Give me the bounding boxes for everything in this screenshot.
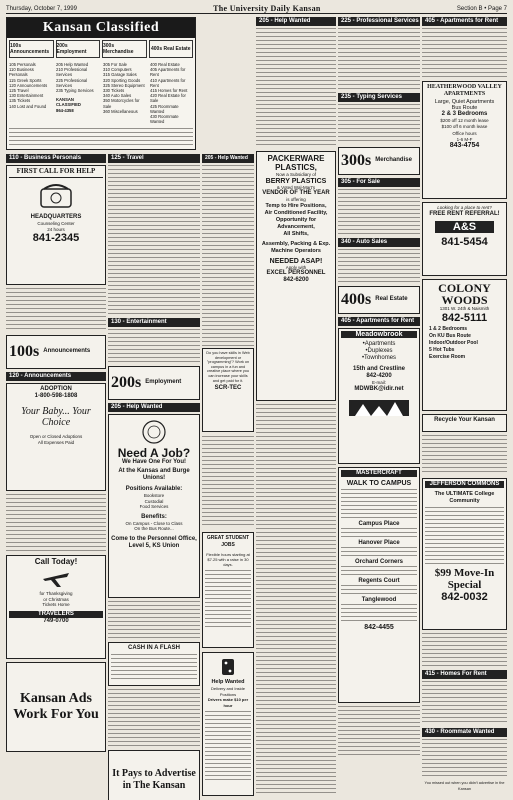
classified-index [6, 17, 196, 150]
colony-address: 1301 W. 24th & Naismith [439, 306, 490, 311]
meadowbrook-townhomes: •Townhomes [361, 355, 397, 361]
employment-number: 200s [111, 374, 142, 391]
all-shifts: All Shifts, [283, 230, 309, 237]
jefferson-phone: 842-0032 [441, 591, 488, 603]
have-one: We Have One For You! [121, 459, 186, 465]
travel-line3: Tickets Home [42, 602, 70, 607]
section-header-help-wanted: 205 - Help Wanted [108, 403, 200, 412]
colony-feature-5: Exercise Room [429, 353, 466, 360]
regents-details [341, 585, 417, 597]
section-header-apt-rent: 405 - Apartments for Rent [338, 317, 420, 326]
mastercraft-ad [338, 467, 420, 703]
kansan-ads-title: Kansan Ads [20, 691, 92, 706]
footer-note: You missed out when you didn't advertise in the Kansan [424, 781, 505, 791]
colony-phone: 842-5111 [441, 311, 488, 324]
real-estate-number: 400s [341, 291, 372, 308]
student-jobs-box [202, 532, 254, 648]
section-header-entertainment: 130 - Entertainment [108, 318, 200, 327]
policy-fine-print [9, 128, 193, 146]
merchandise-label: Merchandise [375, 157, 412, 164]
position-food: Food Services [139, 504, 169, 509]
colony-feature-1: 1 & 2 Bedrooms [429, 325, 468, 332]
column-4 [256, 17, 336, 796]
travel-line1: for Thanksgiving [39, 591, 73, 596]
berry-plastics: BERRY PLASTICS [265, 177, 327, 185]
help-wanted-text-2 [108, 689, 200, 747]
dominos-box [202, 652, 254, 796]
classified-contact: KANSAN CLASSIFIED [56, 97, 81, 108]
office-hours-label: Office hours [452, 131, 477, 136]
section-page: Section B • Page 7 [456, 5, 507, 12]
adoption-sub2: All Expenses Paid [37, 439, 75, 445]
list-item: 105 Personals [9, 62, 36, 67]
column-1 [6, 154, 106, 796]
meadowbrook-email: MDWBK@idir.net [354, 385, 404, 392]
scr-tec-ad [202, 348, 254, 432]
help-wanted-text-4 [202, 436, 254, 528]
merchandise-banner [338, 147, 420, 175]
section-header-homes-rent: 415 - Homes For Rent [422, 670, 507, 679]
travel-line2: or Christmas [43, 596, 69, 602]
benefit-1: On Campus - Close to Class [125, 520, 183, 526]
campus-place: Campus Place [358, 521, 400, 527]
colony-feature-4: 5 Hot Tubs [429, 346, 455, 353]
adoption-sub: Open or Closed Adoptions [29, 434, 83, 439]
announcements-text [6, 494, 106, 552]
prof-services-text [338, 28, 420, 90]
personals-text [6, 288, 106, 332]
section-header-roommate: 430 - Roommate Wanted [422, 728, 507, 737]
list-item: 410 Apartments for Rent [150, 77, 186, 88]
list-item: 315 Garage Sales [103, 72, 137, 78]
cash-flash-title: CASH IN A FLASH [128, 645, 180, 651]
meadowbrook-title: Meadowbrook [341, 331, 417, 338]
price-12mo: $200 off 12 month lease [440, 118, 489, 123]
travelers-ad [6, 555, 106, 659]
mastercraft-title: MASTERCRAFT [341, 470, 417, 477]
section-header-help-wanted-4: 205 - Help Wanted [256, 17, 336, 26]
packerware-ad [256, 151, 336, 401]
category-strip [7, 38, 195, 60]
meadowbrook-phone: 842-4200 [366, 373, 392, 379]
excel-phone: 842-6200 [283, 277, 309, 283]
colony-feature-2: On KU Bus Route [429, 332, 471, 339]
help-wanted-text [108, 601, 200, 639]
student-jobs-title: GREAT STUDENT JOBS [206, 535, 250, 548]
help-wanted-text-col4 [256, 28, 336, 148]
domino-icon [218, 657, 238, 677]
classified-title: Kansan Classified [7, 18, 195, 38]
heatherwood-ad [422, 81, 507, 199]
list-item: 420 Real Estate for Sale [150, 93, 186, 104]
price-6mo: $100 off 6 month lease [441, 123, 488, 129]
adoption-ad [6, 383, 106, 491]
meadowbrook-email-label: E-mail: [371, 380, 386, 385]
jefferson-commons-ad [422, 478, 507, 630]
list-item: 325 Stereo Equipment [103, 82, 145, 88]
headquarters-title: HEADQUARTERS [30, 214, 82, 220]
real-estate-label: Real Estate [375, 296, 408, 303]
meadowbrook-address: 15th and Crestline [352, 366, 405, 372]
apt-rent-text [338, 706, 420, 758]
apply-with: Apply with [285, 264, 307, 270]
travelers-phone: 749-0700 [43, 617, 69, 624]
headquarters-hours: 24 hours [47, 226, 65, 232]
section-header-business-personals: 110 - Business Personals [6, 154, 106, 163]
student-jobs-fine-print [205, 570, 251, 630]
list-item: 415 Homes for Rent [150, 88, 188, 94]
help-wanted-text-3 [202, 165, 254, 351]
section-header-apt-rent-6: 405 - Apartments for Rent [422, 17, 507, 26]
list-item: 135 Tickets [9, 98, 31, 104]
work-for-you: Work For You [13, 707, 99, 722]
student-jobs-ad [202, 532, 254, 648]
large-quiet: Large, Quiet Apartments [434, 99, 495, 105]
list-item: 205 Help Wanted [56, 62, 89, 67]
campus-place-details [341, 528, 417, 540]
colony-woods-title: COLONY WOODS [438, 281, 491, 307]
auto-text [338, 249, 420, 283]
list-item: 350 Motorcycles for Sale [103, 98, 140, 109]
walk-to-campus: WALK TO CAMPUS [346, 480, 412, 487]
column-6 [422, 17, 507, 796]
announcements-number: 100s [9, 343, 40, 360]
section-header-for-sale: 305 - For Sale [338, 178, 420, 187]
is-offering: is offering [286, 197, 306, 202]
ultimate-community: The ULTIMATE College Community [434, 491, 495, 504]
classified-phone: 864-4358 [56, 107, 74, 113]
at-kansas: At the Kansas and Burge Unions! [118, 468, 190, 481]
list-item: 140 Lost and Found [9, 103, 47, 109]
orchard-corners: Orchard Corners [354, 559, 403, 565]
airplane-icon [41, 567, 71, 589]
apt-rent-text-6b [422, 435, 507, 475]
column-5 [338, 17, 420, 796]
travelers-logo: TRAVELERS [9, 611, 103, 618]
entertainment-text [108, 329, 200, 363]
meadowbrook-apartments: •Apartments [362, 341, 396, 347]
as-phone: 841-5454 [441, 235, 488, 248]
travel-text [108, 165, 200, 315]
first-call-ad [6, 165, 106, 285]
category-real-estate: 400s Real Estate [149, 40, 194, 58]
list-item: 225 Professional Services [56, 77, 88, 88]
as-rentals-ad [422, 202, 507, 276]
adoption-title: ADOPTION [40, 386, 72, 392]
position-custodial: Custodial [144, 498, 164, 504]
dominos-pay: Drivers make $10 per hour [207, 697, 249, 708]
recycle-banner [422, 414, 507, 432]
list-item: 330 Tickets [103, 88, 125, 94]
bedrooms: 2 & 3 Bedrooms [441, 111, 488, 117]
scr-tec-logo: SCR-TEC [214, 385, 242, 392]
voted-walmart: & Voted Wal-Mart's [276, 184, 316, 190]
kansan-ads-promo [6, 662, 106, 752]
list-real-estate [150, 62, 193, 124]
mastercraft-phone: 842-4455 [364, 624, 394, 631]
announcements-banner [6, 335, 106, 369]
phone-icon [36, 181, 76, 211]
real-estate-banner [338, 286, 420, 314]
list-item: 235 Typing Services [56, 88, 94, 94]
list-employment [56, 62, 99, 124]
list-item: 210 Professional Services [56, 67, 88, 78]
meadowbrook-duplexes: •Duplexes [365, 348, 393, 354]
cash-flash-ad [108, 642, 200, 686]
position-bookstore: Bookstore [143, 493, 165, 498]
merchandise-number: 300s [341, 152, 372, 169]
orchard-details [341, 566, 417, 578]
advancement: Opportunity for Advancement, [275, 216, 317, 230]
union-seal-icon [136, 419, 172, 445]
category-merchandise: 300s Merchandise [102, 40, 147, 58]
list-item: 120 Announcements [9, 82, 48, 88]
dominos-help-wanted: Help Wanted [211, 679, 245, 685]
list-item: 305 For Sale [103, 62, 127, 67]
office-hours: 1-6 M-F [456, 136, 473, 142]
section-header-announcements: 120 - Announcements [6, 372, 106, 381]
bus-route: Bus Route [451, 104, 478, 111]
column-2 [108, 154, 200, 796]
dominos-fine-print [205, 711, 251, 781]
scr-tec-box [202, 348, 254, 432]
typing-text [338, 104, 420, 144]
mastercraft-intro-fine-print [341, 489, 417, 519]
packerware-title: PACKERWARE PLASTICS, [267, 154, 325, 172]
list-item: 130 Entertainment [9, 93, 44, 99]
section-header-typing: 235 - Typing Services [338, 93, 420, 102]
apt-rent-text-6c [422, 633, 507, 667]
machine-operators: Assembly, Packing & Exp. Machine Operators [261, 240, 331, 254]
help-wanted-text-col4-2 [256, 404, 336, 794]
category-employment: 200s Employment [56, 40, 101, 58]
section-header-travel: 125 - Travel [108, 154, 200, 163]
colony-woods-ad [422, 279, 507, 411]
temp-to-hire: Temp to Hire Positions, [265, 202, 327, 209]
packerware-sub: Now a Subsidiary of [275, 172, 317, 177]
list-item: 310 Computers [103, 67, 132, 73]
list-item: 400 Real Estate [150, 62, 180, 67]
list-item: 360 Miscellaneous [103, 108, 138, 114]
vendor-of-year: VENDOR OF THE YEAR [262, 190, 330, 196]
adoption-phone: 1-800-598-1808 [34, 393, 78, 399]
jefferson-title: JEFFERSON COMMONS [425, 481, 504, 488]
regents-court: Regents Court [358, 578, 400, 584]
list-item: 405 Apartments for Rent [150, 67, 186, 78]
help-wanted-text-block [202, 436, 254, 528]
pays-to-advertise-text: It Pays to Advertise in The Kansan [112, 768, 196, 791]
hanover-place: Hanover Place [358, 540, 400, 546]
section-header-prof-services: 225 - Professional Services [338, 17, 420, 26]
free-rent-referral: FREE RENT REFERRAL! [429, 210, 500, 217]
recycle-text: Recycle Your Kansan [434, 417, 495, 423]
hanover-details [341, 547, 417, 559]
list-item: 425 Roommate Wanted [150, 103, 179, 114]
section-header-auto: 340 - Auto Sales [338, 238, 420, 247]
air-conditioned: Air Conditioned Facility, [264, 209, 328, 216]
section-header-help-wanted-3: 205 - Help Wanted [202, 154, 254, 163]
excel-personnel: EXCEL PERSONNEL [266, 270, 326, 276]
benefit-2: On the Bus Route... [134, 526, 174, 531]
positions-title: Positions Available: [125, 486, 183, 492]
come-to: Come to the Personnel Office, Level 5, KS Union [111, 535, 197, 549]
first-call-title: FIRST CALL FOR HELP [9, 168, 103, 178]
headquarters-sub: Counseling Center [37, 221, 75, 226]
employment-label: Employment [145, 379, 182, 386]
kansas-union-ad [108, 414, 200, 598]
student-jobs-hours: Flexible hours starting at $7.25 with a raise in 30 days. [206, 552, 250, 567]
tanglewood-details [341, 604, 417, 624]
list-item: 320 Sporting Goods [103, 77, 141, 83]
homes-rent-text [422, 681, 507, 725]
apt-rent-text-6 [422, 28, 507, 78]
page-header [6, 4, 507, 14]
list-item: 125 Travel [9, 88, 29, 94]
jefferson-amenities [425, 507, 504, 567]
move-in-special: $99 Move-In Special [434, 567, 495, 591]
issue-date: Thursday, October 7, 1999 [6, 5, 77, 12]
dominos-positions: Delivery and Inside Positions [210, 686, 246, 697]
list-item: 430 Roommate Wanted [150, 114, 179, 125]
call-today: Call Today! [34, 557, 78, 566]
heatherwood-phone: 843-4754 [449, 142, 480, 149]
list-announcements [9, 62, 52, 124]
benefits-title: Benefits: [141, 513, 167, 520]
meadowbrook-logo [349, 396, 409, 418]
need-job-title: Need A Job? [117, 446, 191, 460]
list-merchandise [103, 62, 146, 124]
dominos-ad [202, 652, 254, 796]
employment-banner [108, 366, 200, 400]
list-item: 340 Auto Sales [103, 93, 132, 99]
newspaper-name: The University Daily Kansan [213, 4, 321, 13]
announcements-label: Announcements [43, 348, 91, 355]
web-dev-text: Do you have skills in Web development or "programming"? Work on campus in a fun and creative place where you can increase your skills and get paid for it. [206, 351, 250, 383]
headquarters-phone: 841-2345 [32, 232, 80, 244]
colony-feature-3: Indoor/Outdoor Pool [429, 339, 478, 346]
needed-asap: NEEDED ASAP! [269, 257, 323, 265]
category-lists [7, 60, 195, 126]
cash-flash-fine-print [111, 654, 197, 682]
list-item: 110 Business Personals [9, 67, 34, 78]
heatherwood-title: HEATHERWOOD VALLEY APARTMENTS [427, 84, 502, 97]
list-item: 115 Greek Sports [9, 77, 42, 83]
looking-rent: Looking for a place to rent? [437, 205, 492, 210]
adoption-choice: Your Baby... Your Choice [21, 406, 91, 428]
meadowbrook-ad [338, 328, 420, 464]
roommate-text [422, 739, 507, 779]
as-logo: A&S [435, 221, 494, 233]
category-announcements: 100s Announcements [9, 40, 54, 58]
tanglewood: Tanglewood [361, 597, 397, 603]
pays-to-advertise [108, 750, 200, 800]
for-sale-text [338, 189, 420, 235]
